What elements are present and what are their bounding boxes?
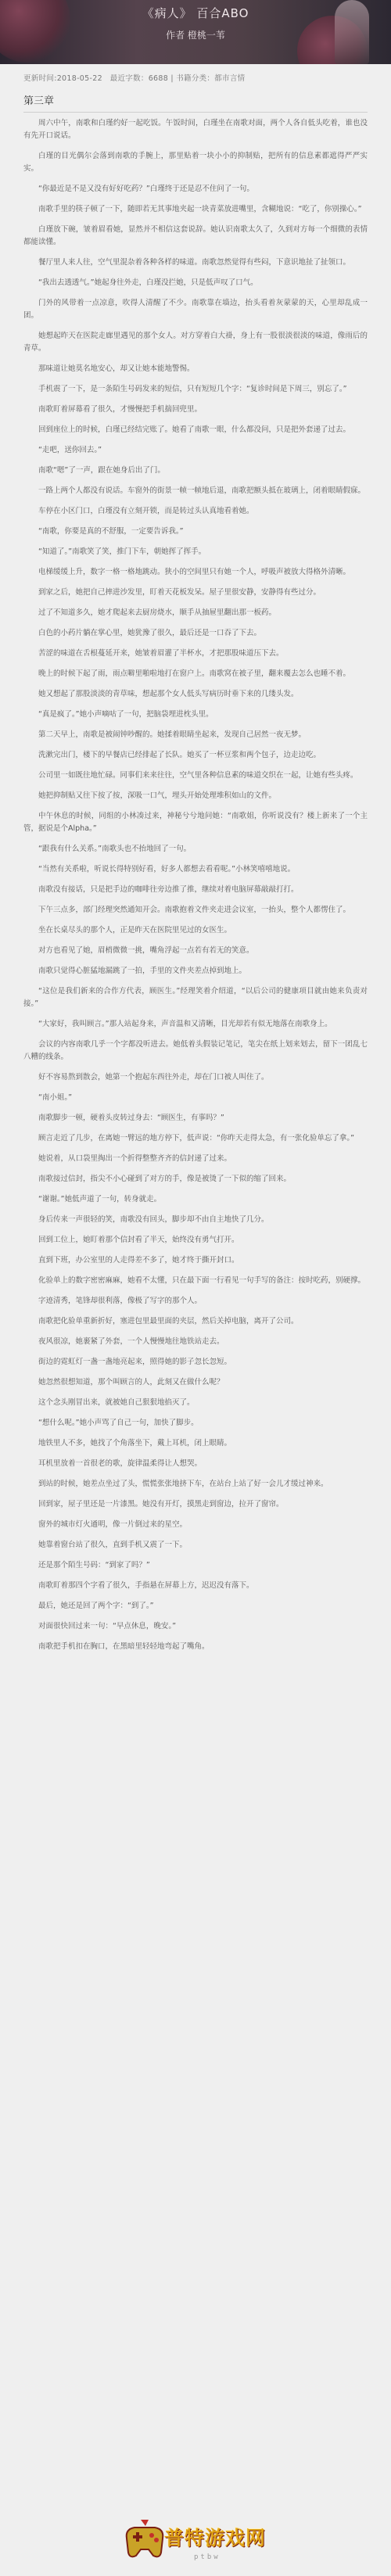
paragraph: “大家好，我叫顾言。”那人站起身来，声音温和又清晰，目光却若有似无地落在南歌身上。 [38,1020,332,1028]
paragraph: 南歌把化验单重新折好，塞进包里最里面的夹层，然后关掉电脑，离开了公司。 [38,1317,299,1326]
paragraph: 身后传来一声很轻的笑，南歌没有回头，脚步却不由自主地快了几分。 [38,1215,269,1224]
paragraph: 白色的小药片躺在掌心里，她犹豫了很久，最后还是一口吞了下去。 [38,629,262,637]
paragraph: “这位是我们新来的合作方代表，顾医生。”经理笑着介绍道，“以后公司的健康项目就由她来负责对接。” [23,987,368,1008]
paragraph: 耳机里放着一首很老的歌，旋律温柔得让人想哭。 [38,1459,203,1468]
paragraph: 夜风很凉，她裹紧了外套，一个人慢慢地往地铁站走去。 [38,1337,224,1346]
book-author: 作者 橙桃一苇 [166,30,225,41]
paragraph: 回到家，屋子里还是一片漆黑。她没有开灯，摸黑走到窗边，拉开了窗帘。 [38,1500,284,1509]
paragraph: 门外的风带着一点凉意，吹得人清醒了不少。南歌靠在墙边，抬头看着灰蒙蒙的天，心里却乱成一团。 [23,299,368,320]
paragraph: 对方也看见了她，眉梢微微一挑，嘴角浮起一点若有若无的笑意。 [38,946,254,955]
paragraph: 回到座位上的时候，白瑾已经结完账了。她看了南歌一眼，什么都没问，只是把外套递了过去。 [38,425,351,434]
paragraph: 她又想起了那股淡淡的青草味，想起那个女人低头写病历时垂下来的几缕头发。 [38,690,299,698]
paragraph: 一路上两个人都没有说话。车窗外的街景一帧一帧地后退，南歌把额头抵在玻璃上，闭着眼睛假寐。 [38,486,366,495]
paragraph: “知道了。”南歌笑了笑，推门下车，朝她挥了挥手。 [38,547,206,556]
paragraph: 南歌只觉得心脏猛地漏跳了一拍，手里的文件夹差点掉到地上。 [38,967,247,975]
site-watermark [117,2509,289,2571]
paragraph: “跟我有什么关系。”南歌头也不抬地回了一句。 [38,845,192,853]
chapter-title: 第三章 [23,92,368,113]
paragraph: 白瑾放下碗，皱着眉看她，显然并不相信这套说辞。她认识南歌太久了，久到对方每一个细微的表情都能读懂。 [23,225,368,246]
paragraph: 车停在小区门口，白瑾没有立刻开锁，而是转过头认真地看着她。 [38,507,254,515]
paragraph: “当然有关系啦，听说长得特别好看，好多人都想去看看呢。”小林笑嘻嘻地说。 [38,865,296,874]
paragraph: 回到工位上，她盯着那个信封看了半天，始终没有勇气打开。 [38,1236,239,1244]
paragraph: 南歌盯着屏幕看了很久，才慢慢把手机揣回兜里。 [38,405,203,414]
paragraph: 南歌脚步一顿，硬着头皮转过身去：“顾医生，有事吗？” [38,1114,224,1122]
paragraph: 好不容易熬到散会，她第一个抱起东西往外走，却在门口被人叫住了。 [38,1073,269,1082]
book-cover-banner [0,0,391,64]
paragraph: 洗漱完出门，楼下的早餐店已经排起了长队。她买了一杯豆浆和两个包子，边走边吃。 [38,751,321,759]
paragraph: 坐在长桌尽头的那个人，正是昨天在医院里见过的女医生。 [38,926,232,935]
paragraph: 南歌手里的筷子顿了一下，随即若无其事地夹起一块青菜放进嘴里，含糊地说：“吃了，你别操心。” [38,205,362,213]
update-meta: 更新时间:2018-05-22 最近字数：6688 | 书籍分类：都市言情 [23,74,246,83]
paragraph: 晚上的时候下起了雨，雨点噼里啪啦地打在窗户上。南歌窝在被子里，翻来覆去怎么也睡不着。 [38,669,351,678]
paragraph: 白瑾的目光偶尔会落到南歌的手腕上，那里贴着一块小小的抑制贴，把所有的信息素都遮得严严实实。 [23,152,368,173]
paragraph: 到家之后，她把自己摔进沙发里，盯着天花板发呆。屋子里很安静，安静得有些过分。 [38,588,321,597]
watermark-site: ptbw [194,2553,221,2561]
paragraph: 地铁里人不多，她找了个角落坐下，戴上耳机，闭上眼睛。 [38,1439,232,1448]
paragraph: 她靠着窗台站了很久，直到手机又震了一下。 [38,1541,188,1549]
paragraph: 街边的霓虹灯一盏一盏地亮起来，照得她的影子忽长忽短。 [38,1358,232,1366]
paragraph: 化验单上的数字密密麻麻，她看不太懂，只在最下面一行看见一句手写的备注：按时吃药，别硬撑。 [38,1276,366,1285]
paragraph: “南小姐。” [38,1093,73,1102]
paragraph: 她说着，从口袋里掏出一个折得整整齐齐的信封递了过来。 [38,1154,232,1163]
paragraph: 她把抑制贴又往下按了按，深吸一口气，埋头开始处理堆积如山的文件。 [38,791,277,800]
paragraph: 餐厅里人来人往，空气里混杂着各种各样的味道。南歌忽然觉得有些闷，下意识地扯了扯领口。 [38,258,351,267]
paragraph: 她忽然很想知道，那个叫顾言的人，此刻又在做什么呢？ [38,1378,224,1387]
paragraph: 窗外的城市灯火通明，像一片倒过来的星空。 [38,1520,188,1529]
paragraph: 南歌没有接话，只是把手边的咖啡往旁边推了推，继续对着电脑屏幕敲敲打打。 [38,885,299,894]
paragraph: 那味道让她莫名地安心，却又让她本能地警惕。 [38,364,195,373]
watermark-brand: 普特游戏网 [164,2527,267,2549]
paragraph: 对面很快回过来一句：“早点休息，晚安。” [38,1622,177,1631]
paragraph: 周六中午，南歌和白瑾约好一起吃饭。午饭时间，白瑾坐在南歌对面，两个人各自低头吃着，谁也没有先开口说话。 [23,119,368,140]
paragraph: 到站的时候，她差点坐过了头，慌慌张张地挤下车，在站台上站了好一会儿才缓过神来。 [38,1480,328,1488]
paragraph: 南歌接过信封，指尖不小心碰到了对方的手，像是被烫了一下似的缩了回来。 [38,1175,292,1183]
paragraph: “南歌，你要是真的不舒服，一定要告诉我。” [38,527,184,536]
paragraph: 最后，她还是回了两个字：“到了。” [38,1602,154,1610]
paragraph: 她想起昨天在医院走廊里遇见的那个女人。对方穿着白大褂，身上有一股很淡很淡的味道，像雨后的青草。 [23,332,368,353]
paragraph: 还是那个陌生号码：“到家了吗？” [38,1561,150,1570]
paragraph: 南歌盯着那四个字看了很久，手指悬在屏幕上方，迟迟没有落下。 [38,1581,254,1590]
paragraph: 南歌把手机扣在胸口，在黑暗里轻轻地弯起了嘴角。 [38,1642,210,1651]
paragraph: 顾言走近了几步，在离她一臂远的地方停下，低声说：“你昨天走得太急，有一张化验单忘了拿。” [38,1134,355,1143]
paragraph: 手机震了一下，是一条陌生号码发来的短信，只有短短几个字：“复诊时间是下周三，别忘了。” [38,385,347,393]
paragraph: 电梯缓缓上升，数字一格一格地跳动。狭小的空间里只有她一个人，呼吸声被放大得格外清晰。 [38,568,351,576]
paragraph: “走吧，送你回去。” [38,446,102,454]
paragraph: 公司里一如既往地忙碌。同事们来来往往，空气里各种信息素的味道交织在一起，让她有些头疼。 [38,771,358,780]
paragraph: “想什么呢。”她小声骂了自己一句，加快了脚步。 [38,1419,199,1427]
paragraph: 这个念头刚冒出来，就被她自己狠狠地掐灭了。 [38,1398,195,1407]
book-title: 《病人》 百合ABO [142,6,249,20]
paragraph: 苦涩的味道在舌根蔓延开来，她皱着眉灌了半杯水，才把那股味道压下去。 [38,649,284,658]
paragraph: “真是疯了。”她小声嘀咕了一句，把脑袋埋进枕头里。 [38,710,213,719]
paragraph: 会议的内容南歌几乎一个字都没听进去。她低着头假装记笔记，笔尖在纸上划来划去，留下一团乱七八糟的线条。 [23,1040,368,1061]
paragraph: 直到下班，办公室里的人走得差不多了，她才终于撕开封口。 [38,1256,239,1265]
paragraph: 南歌“嗯”了一声，跟在她身后出了门。 [38,466,165,475]
paragraph: “谢谢。”她低声道了一句，转身就走。 [38,1195,162,1204]
paragraph: “你最近是不是又没有好好吃药？”白瑾终于还是忍不住问了一句。 [38,185,254,193]
paragraph: 过了不知道多久，她才爬起来去厨房烧水，顺手从抽屉里翻出那一板药。 [38,608,277,617]
paragraph: 字迹清秀，笔锋却很利落，像极了写字的那个人。 [38,1297,203,1305]
paragraph: 中午休息的时候，同组的小林凑过来，神秘兮兮地问她：“南歌姐，你听说没有？楼上新来了一个主管，据说是个Alpha。” [23,812,368,833]
paragraph: 第二天早上，南歌是被闹钟吵醒的。她揉着眼睛坐起来，发现自己居然一夜无梦。 [38,730,307,739]
paragraph: 下午三点多，部门经理突然通知开会。南歌抱着文件夹走进会议室，一抬头，整个人都愣住了。 [38,906,351,914]
paragraph: “我出去透透气。”她起身往外走，白瑾没拦她，只是低声叹了口气。 [38,278,258,287]
chapter-body [23,117,368,1661]
